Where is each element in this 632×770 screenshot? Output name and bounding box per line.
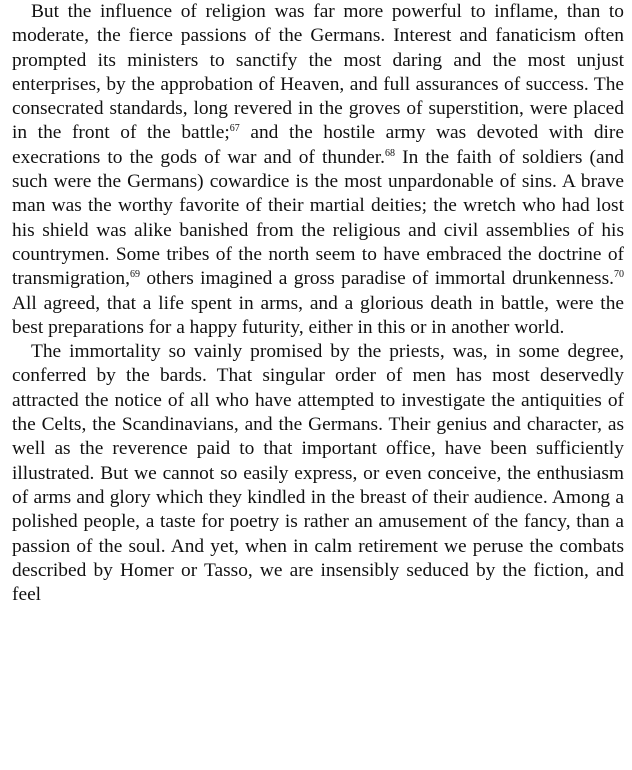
text-run: others imagined a gross paradise of immortal drunkenness. — [139, 268, 614, 290]
paragraph-religion — [12, 0, 624, 340]
footnote-ref-68: 68 — [385, 147, 395, 159]
text-run: But the influence of religion was far more powerful to inflame, than to moderate, the fierce passions of the Germans. Interest and fanaticism often prompted its ministers to sanctify the most daring and the most unjust enterprises, by the approbation of Heaven, and full assurances of success. The consecrated standards, long revered in the groves of superstition, were placed in the front of the battle; — [12, 1, 624, 144]
paragraph-bards — [12, 340, 624, 607]
text-run: In the faith of soldiers (and such were the Germans) cowardice is the most unpardonable of sins. A brave man was the worthy favorite of their martial deities; the wretch who had lost his shield was alike banished from the religious and civil assemblies of his countrymen. Some tribes of the north seem to have embraced the doctrine of transmigration, — [12, 146, 624, 290]
text-run: The immortality so vainly promised by the priests, was, in some degree, conferred by the bards. That singular order of men has most deservedly attracted the notice of all who have attempted to investigate the antiquities of the Celts, the Scandinavians, and the Germans. Their genius and character, as well as the reverence paid to that important office, have been sufficiently illustrated. But we cannot so easily express, or even conceive, the enthusiasm of arms and glory which they kindled in the breast of their audience. Among a polished people, a taste for poetry is rather an amusement of the fancy, than a passion of the soul. And yet, when in calm retirement we peruse the combats described by Homer or Tasso, we are insensibly seduced by the fiction, and feel — [12, 341, 624, 606]
footnote-ref-69: 69 — [129, 269, 140, 281]
footnote-ref-70: 70 — [614, 269, 624, 281]
text-run: and the hostile army was devoted with dire execrations to the gods of war and of thunder. — [12, 122, 624, 168]
footnote-ref-67: 67 — [229, 123, 240, 135]
page-text — [12, 0, 624, 607]
text-run: All agreed, that a life spent in arms, and a glorious death in battle, were the best preparations for a happy futurity, either in this or in another world. — [12, 292, 624, 338]
